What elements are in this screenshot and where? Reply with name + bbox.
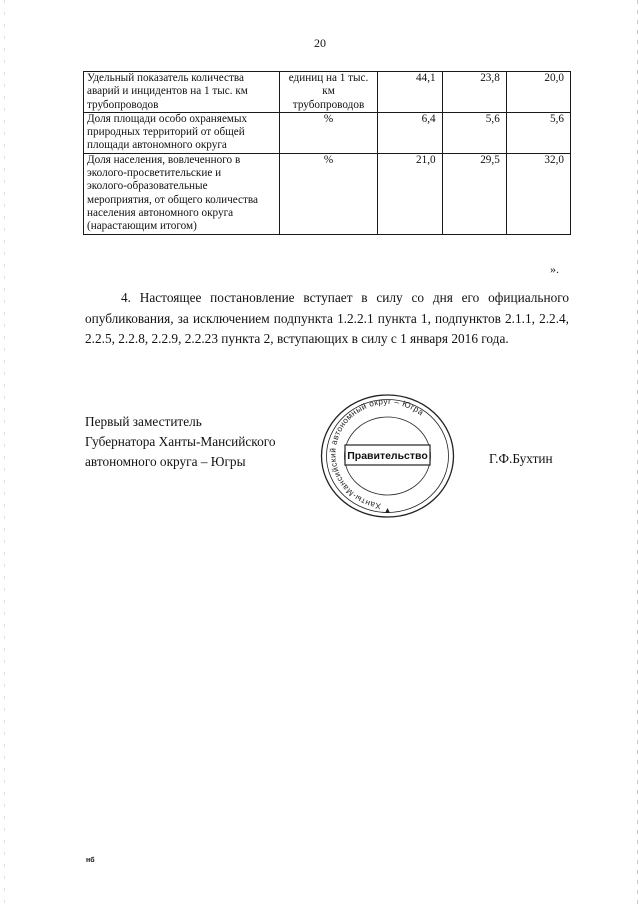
indicator-name-cell xyxy=(84,153,280,234)
unit-cell xyxy=(279,72,378,113)
unit-cell xyxy=(279,153,378,234)
value-cell: 6,4 xyxy=(378,112,442,153)
value-cell: 23,8 xyxy=(442,72,506,113)
paragraph-effective-date: 4. Настоящее постановление вступает в силу со дня его официального опубликования, за исключением подпункта 1.2.2.1 пункта 1, подпунктов 2.1.1, 2.2.4, 2.2.5, 2.2.8, 2.2.9, 2.2.23 пункта 2, вступающих в силу с 1 января 2016 года. xyxy=(85,290,569,346)
scan-edge-left xyxy=(4,0,5,905)
table-row xyxy=(84,112,571,153)
value-cell: 5,6 xyxy=(506,112,570,153)
signer-block xyxy=(85,412,276,472)
footnote-initials: нб xyxy=(86,857,95,864)
cell-line: эколого-образовательные xyxy=(87,180,208,193)
value-cell: 21,0 xyxy=(378,153,442,234)
signer-position-line: Губернатора Ханты-Мансийского xyxy=(85,434,276,449)
cell-line: Доля площади особо охраняемых xyxy=(87,112,248,125)
value-cell: 32,0 xyxy=(506,153,570,234)
signer-position-line: Первый заместитель xyxy=(85,414,202,429)
official-seal xyxy=(316,392,459,522)
cell-line: Удельный показатель количества xyxy=(87,72,244,84)
cell-line: площади автономного округа xyxy=(87,139,227,152)
value-cell: 20,0 xyxy=(506,72,570,113)
indicator-name-cell xyxy=(84,112,280,153)
value-cell: 29,5 xyxy=(442,153,506,234)
indicators-table xyxy=(83,71,571,235)
signer-name: Г.Ф.Бухтин xyxy=(489,451,553,466)
cell-line: единиц на 1 тыс. xyxy=(288,72,369,84)
signer-position-line: автономного округа – Югры xyxy=(85,454,246,469)
cell-line: Доля населения, вовлеченного в xyxy=(87,153,241,166)
seal-center-text: Правительство xyxy=(347,450,428,462)
indicator-name-cell xyxy=(84,72,280,113)
value-cell: 5,6 xyxy=(442,112,506,153)
cell-line: % xyxy=(323,112,334,125)
cell-line: трубопроводов xyxy=(87,98,159,111)
scan-edge-right xyxy=(637,0,638,905)
closing-quote: ». xyxy=(550,262,559,276)
unit-cell xyxy=(279,112,378,153)
cell-line: км xyxy=(322,85,335,98)
table-row xyxy=(84,153,571,234)
seal-ring-text: Ханты-Мансийский автономный округ – Югра xyxy=(328,396,426,511)
cell-line: эколого-просветительские и xyxy=(87,167,222,180)
table-row xyxy=(84,72,571,113)
cell-line: населения автономного округа xyxy=(87,206,234,219)
seal-star-icon xyxy=(385,508,390,513)
page-number: 20 xyxy=(314,36,326,50)
cell-line: % xyxy=(323,153,334,166)
cell-line: мероприятия, от общего количества xyxy=(87,193,258,206)
cell-line: аварий и инцидентов на 1 тыс. км xyxy=(87,85,248,98)
cell-line: трубопроводов xyxy=(292,98,365,111)
value-cell: 44,1 xyxy=(378,72,442,113)
cell-line: природных территорий от общей xyxy=(87,126,245,139)
cell-line: (нарастающим итогом) xyxy=(87,220,197,233)
